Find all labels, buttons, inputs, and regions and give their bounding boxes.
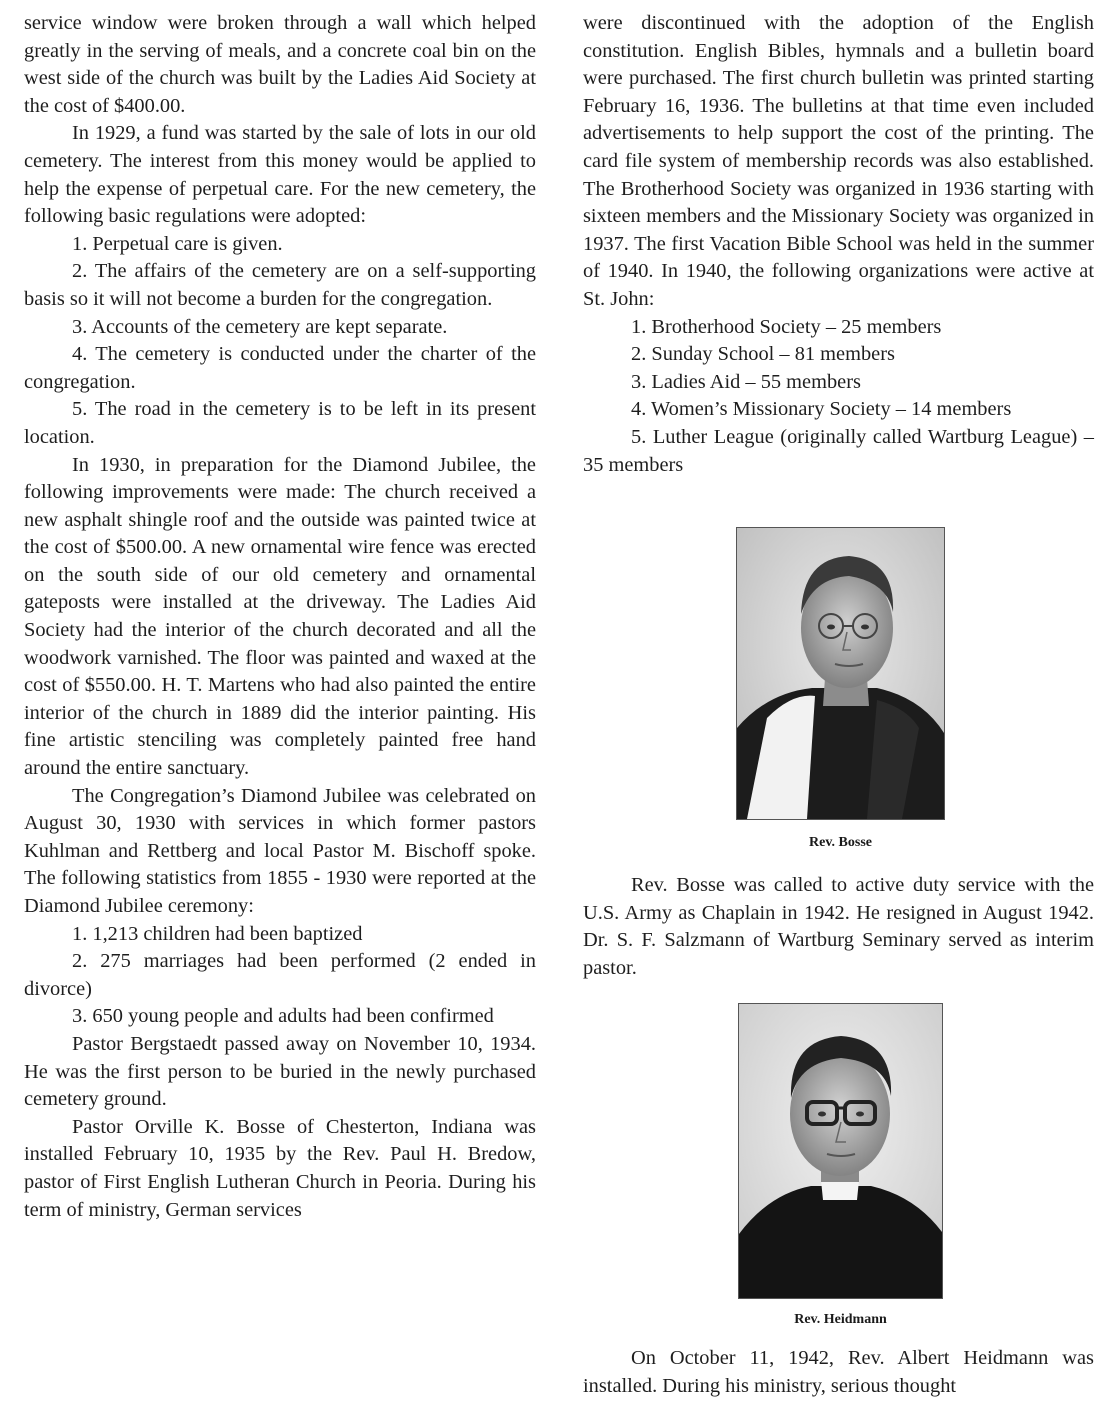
regulation-item: 1. Perpetual care is given. — [72, 232, 283, 255]
paragraph-cemetery-fund: In 1929, a fund was started by the sale of lots in our old cemetery. The interest from this money would be applied to help the expense of perpetual care. For the new cemetery, the following basic regulations were adopted: — [24, 122, 536, 228]
statistic-item: 2. 275 marriages had been performed (2 ended in divorce) — [24, 950, 536, 1000]
organization-item: 3. Ladies Aid – 55 members — [631, 370, 861, 393]
statistic-item: 1. 1,213 children had been baptized — [72, 922, 363, 945]
paragraph-bosse-installed: Pastor Orville K. Bosse of Chesterton, Indiana was installed February 10, 1935 by the Rev. Paul H. Bredow, pastor of First English Lutheran Church in Peoria. During his term of ministry, German services — [24, 1115, 536, 1221]
figure-heidmann — [738, 1003, 943, 1329]
statistic-item: 3. 650 young people and adults had been confirmed — [72, 1005, 494, 1028]
caption-bosse: Rev. Bosse — [809, 835, 872, 850]
organization-item: 5. Luther League (originally called Wartburg League) – 35 members — [583, 425, 1094, 476]
caption-heidmann: Rev. Heidmann — [794, 1312, 887, 1327]
paragraph-improvements: In 1930, in preparation for the Diamond Jubilee, the following improvements were made: The church received a new asphalt shingle roof and the outside was painted twice at the cost of $500.00. A new ornamental wire fence was erected on the south side of our old cemetery and ornamental gateposts were installed at the driveway. The Ladies Aid Society had the interior of the church decorated and all the woodwork varnished. The floor was painted and waxed at the cost of $550.00. H. T. Martens who had also painted the entire interior of the church in 1889 did the interior painting. His fine artistic stenciling was completely painted free hand around the entire sanctuary. — [24, 453, 536, 780]
paragraph-diamond-jubilee: The Congregation’s Diamond Jubilee was celebrated on August 30, 1930 with services in which former pastors Kuhlman and Rettberg and local Pastor M. Bischoff spoke. The following statistics from 1855 - 1930 were reported at the Diamond Jubilee ceremony: — [24, 784, 536, 917]
left-column — [24, 10, 536, 1224]
right-column — [583, 10, 1094, 479]
regulation-item: 3. Accounts of the cemetery are kept separate. — [72, 315, 448, 338]
organization-item: 1. Brotherhood Society – 25 members — [631, 315, 942, 338]
regulation-item: 2. The affairs of the cemetery are on a self-supporting basis so it will not become a burden for the congregation. — [24, 260, 536, 310]
right-column-bottom — [583, 1345, 1094, 1400]
right-column-lower — [583, 872, 1094, 982]
portrait-photo-bosse — [736, 527, 945, 820]
regulation-item: 5. The road in the cemetery is to be left in its present location. — [24, 398, 536, 448]
paragraph-heidmann-installed: On October 11, 1942, Rev. Albert Heidmann was installed. During his ministry, serious thought — [583, 1347, 1094, 1397]
portrait-photo-heidmann — [738, 1003, 943, 1299]
paragraph-continued: service window were broken through a wall which helped greatly in the serving of meals, and a concrete coal bin on the west side of the church was built by the Ladies Aid Society at the cost of $400.00. — [24, 12, 536, 117]
organization-item: 4. Women’s Missionary Society – 14 members — [631, 398, 1012, 421]
organization-item: 2. Sunday School – 81 members — [631, 343, 895, 366]
regulation-item: 4. The cemetery is conducted under the charter of the congregation. — [24, 343, 536, 393]
portrait-image-bosse — [737, 528, 944, 819]
paragraph-continued: were discontinued with the adoption of the English constitution. English Bibles, hymnals and a bulletin board were purchased. The first church bulletin was printed starting February 16, 1936. The bulletins at that time even included advertisements to help support the cost of the printing. The card file system of membership records was also established. The Brotherhood Society was organized in 1936 starting with sixteen members and the Missionary Society was organized in 1937. The first Vacation Bible School was held in the summer of 1940. In 1940, the following organizations were active at St. John: — [583, 12, 1094, 310]
portrait-image-heidmann — [739, 1004, 942, 1298]
figure-bosse — [736, 527, 945, 852]
paragraph-bosse-chaplain: Rev. Bosse was called to active duty service with the U.S. Army as Chaplain in 1942. He resigned in August 1942. Dr. S. F. Salzmann of Wartburg Seminary served as interim pastor. — [583, 874, 1094, 979]
paragraph-bergstaedt: Pastor Bergstaedt passed away on November 10, 1934. He was the first person to be buried in the newly purchased cemetery ground. — [24, 1032, 536, 1111]
